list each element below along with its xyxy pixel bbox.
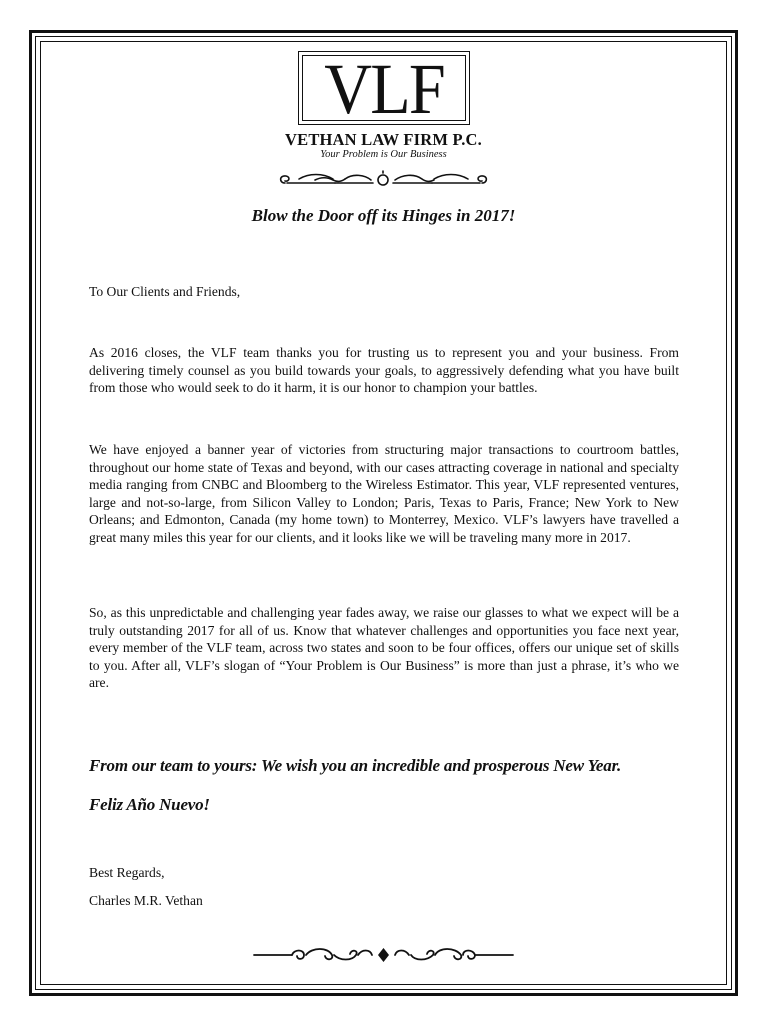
firm-logo-frame: [302, 49, 466, 129]
closing-wish-spanish: Feliz Año Nuevo!: [89, 795, 210, 814]
flourish-divider-icon: [275, 167, 492, 191]
letter-paragraph: As 2016 closes, the VLF team thanks you for trusting us to represent you and your business. From delivering timely counsel as you build towards your goals, to aggressively defending what you have built from those who would seek to do it harm, it is our honor to champion your battles.: [89, 345, 679, 396]
firm-name: VETHAN LAW FIRM P.C.: [285, 130, 482, 149]
letter-headline: Blow the Door off its Hinges in 2017!: [251, 206, 516, 225]
firm-tagline: Your Problem is Our Business: [320, 149, 447, 160]
letter-greeting: To Our Clients and Friends,: [89, 284, 241, 299]
scroll-ornament-icon: [252, 943, 515, 967]
letter-paragraph: So, as this unpredictable and challenging year fades away, we raise our glasses to what we expect will be a truly outstanding 2017 for all of us. Know that whatever challenges and opportunities you face next year, every member of the VLF team, across two states and soon to be four offices, offers our unique set of skills to you. After all, VLF’s slogan of “Your Problem is Our Business” is more than just a phrase, it’s who we are.: [89, 605, 679, 691]
letter-paragraph: We have enjoyed a banner year of victories from structuring major transactions to courtroom battles, throughout our home state of Texas and beyond, with our cases attracting coverage in national and specialty media ranging from CNBC and Bloomberg to the Wireless Estimator. This year, VLF represented ventures, large and not-so-large, from Silicon Valley to London; Paris, Texas to Paris, France; New York to New Orleans; and Edmonton, Canada (my home town) to Monterrey, Mexico. VLF’s lawyers have travelled a great many miles this year for our clients, and it looks like we will be traveling many more in 2017.: [89, 442, 679, 545]
firm-logo-text: VLF: [324, 49, 444, 129]
closing-wish: From our team to yours: We wish you an incredible and prosperous New Year.: [89, 756, 622, 775]
firm-logo: [298, 49, 470, 129]
letter-signer: Charles M.R. Vethan: [89, 893, 203, 908]
letter-salutation: Best Regards,: [89, 865, 165, 880]
